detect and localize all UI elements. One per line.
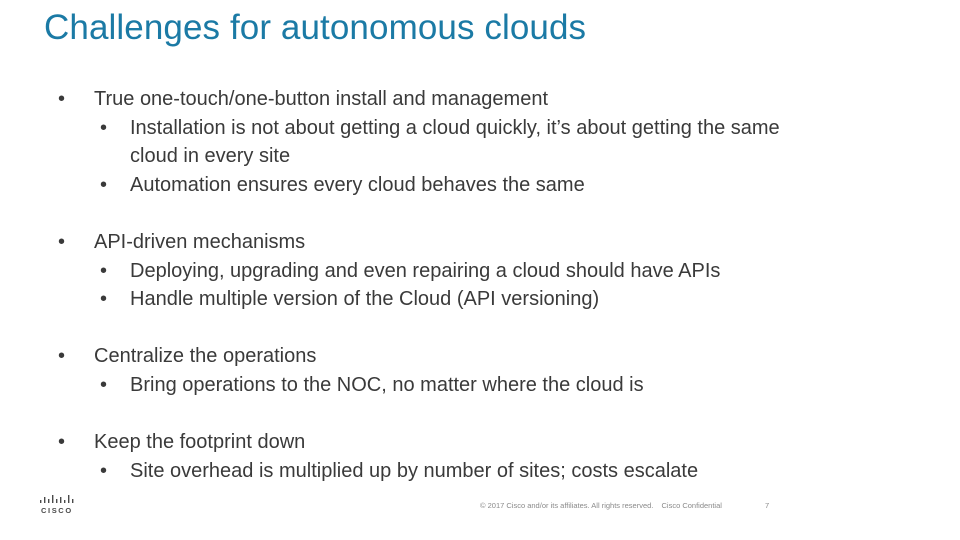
footer-confidential: Cisco Confidential (661, 501, 722, 510)
footer-copyright: © 2017 Cisco and/or its affiliates. All rights reserved. (480, 501, 654, 510)
bullet-level2 (58, 171, 938, 200)
slide-body (58, 85, 938, 514)
bullet-text: Site overhead is multiplied up by number of sites; costs escalate (130, 459, 699, 482)
bullet-level2 (58, 114, 938, 143)
bullet-dot: • (58, 230, 66, 253)
slide-title: Challenges for autonomous clouds (44, 8, 587, 47)
bullet-text: Centralize the operations (94, 345, 317, 368)
bullet-dot: • (100, 173, 108, 196)
cisco-logo (38, 494, 78, 516)
page-number: 7 (765, 501, 770, 510)
bullet-level2-continuation (58, 142, 938, 171)
bullet-section (58, 428, 938, 485)
bullet-level2 (58, 371, 938, 400)
bullet-dot: • (100, 259, 108, 282)
bullet-dot: • (100, 373, 108, 396)
bullet-dot: • (100, 116, 108, 139)
bullet-section (58, 85, 938, 199)
bullet-text: API-driven mechanisms (94, 230, 306, 253)
bullet-section (58, 342, 938, 399)
bullet-text: cloud in every site (130, 145, 291, 168)
bullet-level1 (58, 228, 938, 257)
bullet-level1 (58, 85, 938, 114)
footer (480, 501, 722, 510)
bullet-dot: • (58, 431, 66, 454)
bullet-dot: • (58, 88, 66, 110)
bullet-level2 (58, 257, 938, 286)
bullet-text: Keep the footprint down (94, 431, 306, 454)
bullet-level2 (58, 285, 938, 314)
bullet-text: Installation is not about getting a cloud quickly, it’s about getting the same (130, 116, 780, 139)
bullet-text: Bring operations to the NOC, no matter where the cloud is (130, 373, 644, 396)
bullet-level1 (58, 342, 938, 371)
bullet-text: Handle multiple version of the Cloud (API versioning) (130, 288, 600, 311)
bullet-dot: • (58, 345, 66, 368)
bullet-dot: • (100, 288, 108, 311)
bullet-level2 (58, 457, 938, 486)
bullet-text: True one-touch/one-button install and management (94, 88, 548, 110)
bullet-level1 (58, 428, 938, 457)
bullet-dot: • (100, 459, 108, 482)
bullet-section (58, 228, 938, 314)
bullet-text: Automation ensures every cloud behaves the same (130, 173, 585, 196)
cisco-wordmark: CISCO (41, 506, 73, 515)
bullet-text: Deploying, upgrading and even repairing a cloud should have APIs (130, 259, 721, 282)
